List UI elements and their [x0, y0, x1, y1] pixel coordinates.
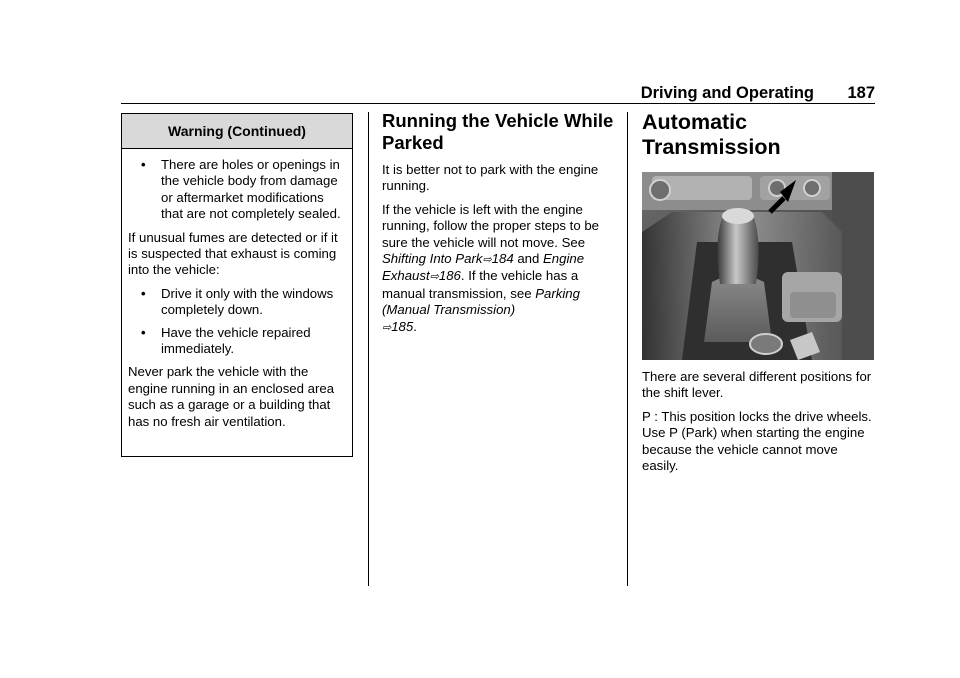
page-number: 187: [847, 84, 875, 102]
xref-arrow-icon: ⇨: [429, 271, 439, 284]
xref-shifting-into-park[interactable]: Shifting Into Park⇨184: [382, 251, 514, 267]
park-description: P : This position locks the drive wheels. Use P (Park) when starting the engine because the vehicle cannot move easily.: [642, 408, 872, 474]
automatic-paragraph-1: There are several different positions for the shift lever.: [642, 369, 872, 401]
xref-arrow-icon: ⇨: [482, 254, 492, 267]
page-header: [121, 84, 875, 104]
running-paragraph-2: If the vehicle is left with the engine running, follow the proper steps to be sure the vehicle will not move. See Shifting Into Park⇨184 and Engine Exhaust⇨186. If the vehicle has a manual transmission, see Parking (Manual Transmission) ⇨185.: [382, 201, 599, 334]
shift-lever-photo: [642, 172, 874, 360]
park-label: P :: [642, 408, 658, 424]
xref-parking-manual[interactable]: Parking (Manual Transmission) ⇨185: [382, 285, 580, 334]
warning-paragraph-1: If unusual fumes are detected or if it is suspected that exhaust is coming into the vehicle:: [128, 229, 338, 278]
warning-bullets-2: [128, 286, 346, 358]
xref-engine-exhaust[interactable]: Engine Exhaust⇨186: [382, 251, 585, 284]
main-heading: Automatic Transmission: [642, 110, 781, 159]
section-title: Driving and Operating: [640, 84, 814, 102]
automatic-section: [642, 110, 876, 481]
list-item: • Have the vehicle repaired immediately.: [141, 324, 311, 357]
xref-arrow-icon: ⇨: [382, 321, 392, 334]
running-section: [382, 110, 616, 343]
list-item: • There are holes or openings in the vehicle body from damage or aftermarket modifications that are not completely sealed.: [141, 157, 341, 222]
header-rule: [121, 103, 875, 104]
running-paragraph-1: It is better not to park with the engine running.: [382, 162, 599, 194]
section-heading: Running the Vehicle While Parked: [382, 110, 614, 153]
warning-body: [122, 149, 352, 430]
warning-title: Warning (Continued): [122, 114, 352, 149]
warning-bullets-1: [128, 157, 346, 223]
column-divider-2: [627, 112, 628, 586]
list-item: • Drive it only with the windows completely down.: [141, 285, 334, 318]
column-divider-1: [368, 112, 369, 586]
warning-box: [121, 113, 353, 457]
warning-paragraph-2: Never park the vehicle with the engine running in an enclosed area such as a garage or a building that has no fresh air ventilation.: [128, 364, 335, 429]
